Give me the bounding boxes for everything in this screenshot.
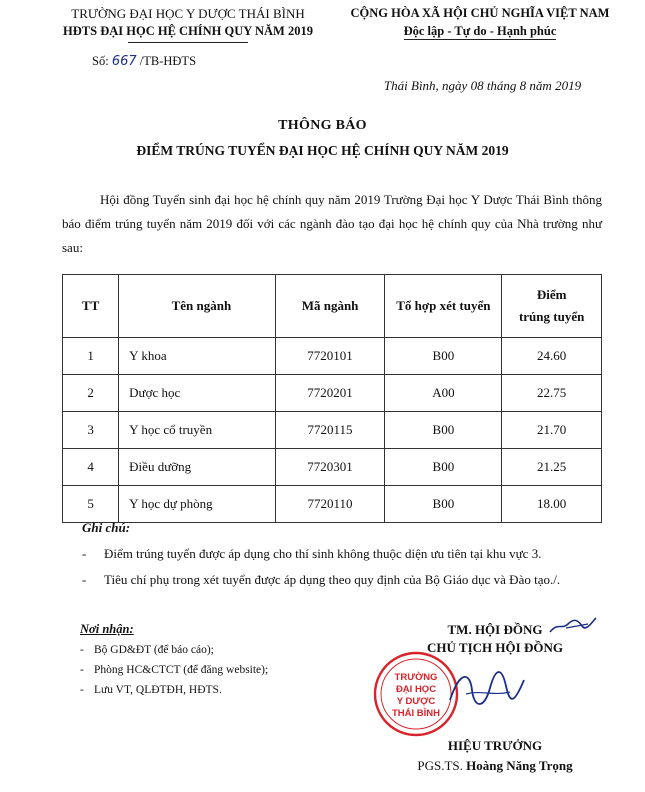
cell-name: Y học dự phòng [119,486,275,523]
table-header-row [63,275,602,338]
col-header-tt: TT [63,275,119,338]
table-row [63,486,602,523]
cell-score: 21.25 [502,449,602,486]
cell-tt: 4 [63,449,119,486]
council-name: HĐTS ĐẠI HỌC HỆ CHÍNH QUY NĂM 2019 [63,24,313,38]
note-item: - Tiêu chí phụ trong xét tuyển được áp dụng theo quy định của Bộ Giáo dục và Đào tạo./. [82,572,561,587]
page-subtitle: ĐIỂM TRÚNG TUYỂN ĐẠI HỌC HỆ CHÍNH QUY NĂM 2019 [136,143,509,158]
cell-tt: 2 [63,375,119,412]
signature-on-behalf: TM. HỘI ĐỒNG [447,622,543,637]
svg-text:Y DƯỢC: Y DƯỢC [396,696,436,707]
cell-name: Dược học [119,375,275,412]
col-header-name: Tên ngành [119,275,275,338]
table-row [63,338,602,375]
cell-tt: 5 [63,486,119,523]
initials-mark-icon [548,614,598,638]
signer-name: PGS.TS. Hoàng Năng Trọng [417,758,573,773]
table-row [63,375,602,412]
cell-combo: B00 [385,449,502,486]
cell-code: 7720115 [275,412,385,449]
cell-score: 22.75 [502,375,602,412]
svg-text:THÁI BÌNH: THÁI BÌNH [391,708,441,719]
national-heading [330,6,630,39]
admission-scores-table [62,274,602,523]
cell-score: 21.70 [502,412,602,449]
note-item: - Điểm trúng tuyển được áp dụng cho thí sinh không thuộc diện ưu tiên tại khu vực 3. [82,546,542,561]
handwritten-signature-icon [440,660,530,720]
cell-score: 18.00 [502,486,602,523]
table-row [63,412,602,449]
cell-code: 7720301 [275,449,385,486]
signer-role: HIỆU TRƯỞNG [447,738,543,753]
issuer-underline [128,42,248,43]
cell-score: 24.60 [502,338,602,375]
document-number: Số: 667 /TB-HĐTS [92,54,197,69]
nation-name: CỘNG HÒA XÃ HỘI CHỦ NGHĨA VIỆT NAM [350,6,610,20]
signature-chair-title: CHỦ TỊCH HỘI ĐỒNG [427,640,563,655]
cell-combo: A00 [385,375,502,412]
cell-combo: B00 [385,338,502,375]
col-header-combo: Tổ hợp xét tuyển [385,275,502,338]
school-name: TRƯỜNG ĐẠI HỌC Y DƯỢC THÁI BÌNH [71,6,305,21]
recipient-item: - Lưu VT, QLĐTĐH, HĐTS. [80,684,222,696]
svg-text:TRƯỜNG: TRƯỜNG [394,672,438,683]
cell-code: 7720201 [275,375,385,412]
cell-combo: B00 [385,412,502,449]
table-row [63,449,602,486]
dash-glyph: - [82,546,87,561]
recipients-heading: Nơi nhận: [80,622,134,636]
place-date: Thái Bình, ngày 08 tháng 8 năm 2019 [383,78,582,93]
page-title: THÔNG BÁO [278,118,367,133]
col-header-score: Điểm trúng tuyển [502,275,602,338]
document-number-value: 667 [111,54,137,69]
intro-paragraph: Hội đồng Tuyển sinh đại học hệ chính quy năm 2019 Trường Đại học Y Dược Thái Bình thông báo điểm trúng tuyển năm 2019 đối với các ngành đào tạo đại học hệ chính quy của Nhà trường như sau: [62,192,602,255]
cell-name: Y khoa [119,338,275,375]
cell-name: Y học cổ truyền [119,412,275,449]
svg-text:ĐẠI HỌC: ĐẠI HỌC [395,684,437,695]
notes-heading: Ghi chú: [82,520,131,535]
cell-tt: 1 [63,338,119,375]
motto: Độc lập - Tự do - Hạnh phúc [403,24,557,38]
cell-combo: B00 [385,486,502,523]
col-header-code: Mã ngành [275,275,385,338]
cell-name: Điều dưỡng [119,449,275,486]
recipient-item: - Bộ GD&ĐT (để báo cáo); [80,644,214,656]
recipient-item: - Phòng HC&CTCT (để đăng website); [80,664,269,676]
cell-tt: 3 [63,412,119,449]
dash-glyph: - [82,572,87,587]
cell-code: 7720110 [275,486,385,523]
issuer-block [38,6,338,43]
cell-code: 7720101 [275,338,385,375]
